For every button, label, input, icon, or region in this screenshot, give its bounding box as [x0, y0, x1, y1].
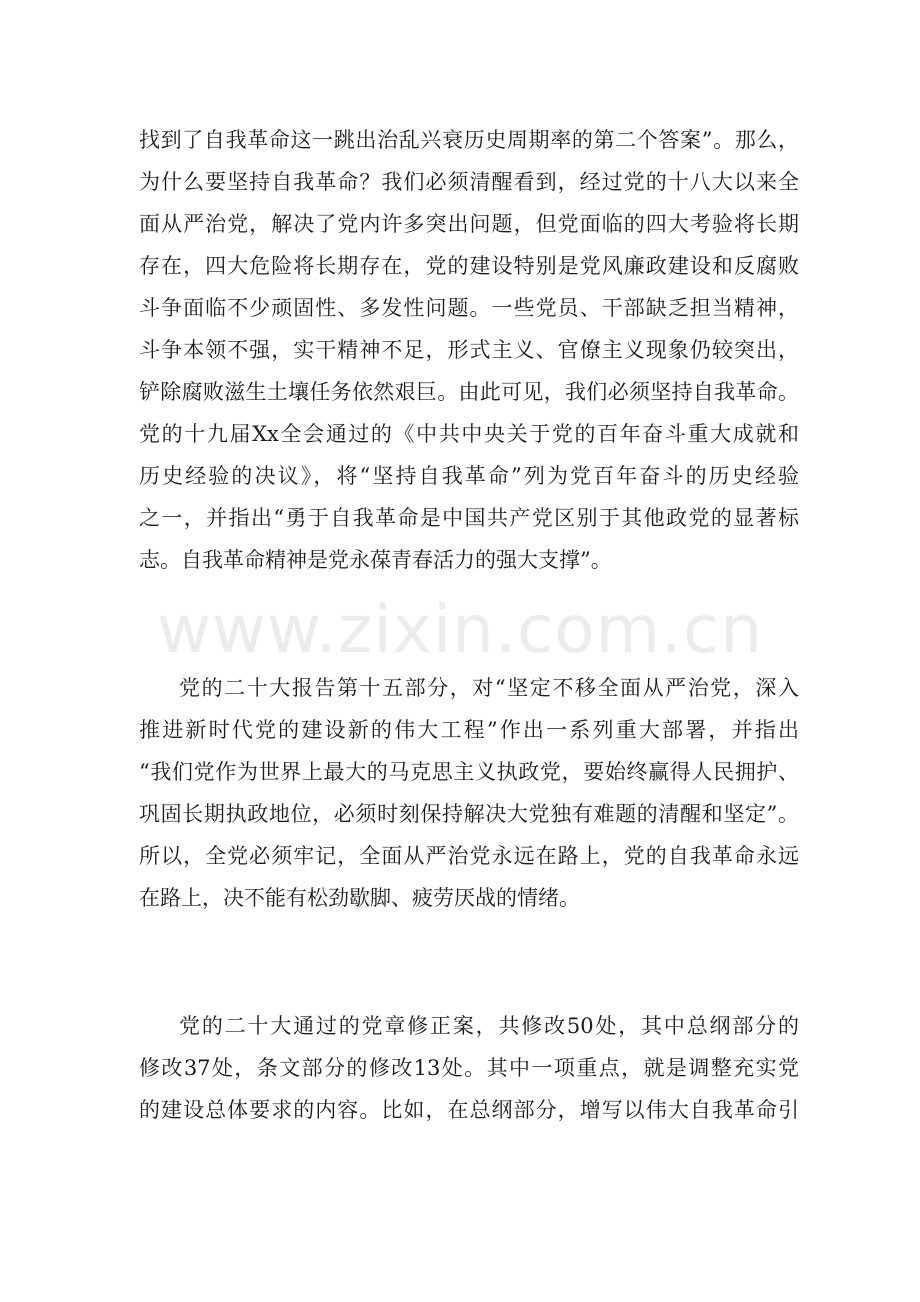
paragraph-2-line: “我们党作为世界上最大的马克思主义执政党，要始终赢得人民拥护、 [139, 760, 799, 784]
paragraph-1-line: 志。自我革命精神是党永葆青春活力的强大支撑”。 [139, 548, 612, 572]
paragraph-3-line: 的建设总体要求的内容。比如，在总纲部分，增写以伟大自我革命引 [139, 1098, 799, 1122]
paragraph-1-line: 党的十九届Xx全会通过的《中共中央关于党的百年奋斗重大成就和 [139, 422, 799, 446]
paragraph-1-line: 历史经验的决议》，将“坚持自我革命”列为党百年奋斗的历史经验 [139, 464, 799, 488]
paragraph-1-line: 面从严治党，解决了党内许多突出问题，但党面临的四大考验将长期 [139, 212, 799, 236]
paragraph-1-line: 斗争本领不强，实干精神不足，形式主义、官僚主义现象仍较突出， [139, 338, 799, 362]
paragraph-2-line: 所以，全党必须牢记，全面从严治党永远在路上，党的自我革命永远 [139, 844, 799, 868]
paragraph-1-line: 铲除腐败滋生土壤任务依然艰巨。由此可见，我们必须坚持自我革命。 [139, 380, 799, 404]
paragraph-2-line: 巩固长期执政地位，必须时刻保持解决大党独有难题的清醒和坚定”。 [139, 802, 799, 826]
paragraph-3-line: 党的二十大通过的党章修正案，共修改50处，其中总纲部分的 [179, 1014, 799, 1038]
paragraph-1-line: 存在，四大危险将长期存在，党的建设特别是党风廉政建设和反腐败 [139, 254, 799, 278]
paragraph-2-line: 推进新时代党的建设新的伟大工程”作出一系列重大部署，并指出 [139, 718, 799, 742]
watermark: www.zixin.com.cn [156, 591, 764, 668]
paragraph-1-line: 之一，并指出“勇于自我革命是中国共产党区别于其他政党的显著标 [139, 506, 799, 530]
paragraph-3-line: 修改37处，条文部分的修改13处。其中一项重点，就是调整充实党 [139, 1056, 799, 1080]
paragraph-1-line: 找到了自我革命这一跳出治乱兴衰历史周期率的第二个答案”。那么， [139, 128, 799, 152]
paragraph-2-line: 在路上，决不能有松劲歇脚、疲劳厌战的情绪。 [139, 886, 580, 910]
paragraph-1-line: 为什么要坚持自我革命？我们必须清醒看到，经过党的十八大以来全 [139, 170, 799, 194]
paragraph-1-line: 斗争面临不少顽固性、多发性问题。一些党员、干部缺乏担当精神， [139, 296, 799, 320]
paragraph-2-line: 党的二十大报告第十五部分，对“坚定不移全面从严治党，深入 [179, 676, 799, 700]
